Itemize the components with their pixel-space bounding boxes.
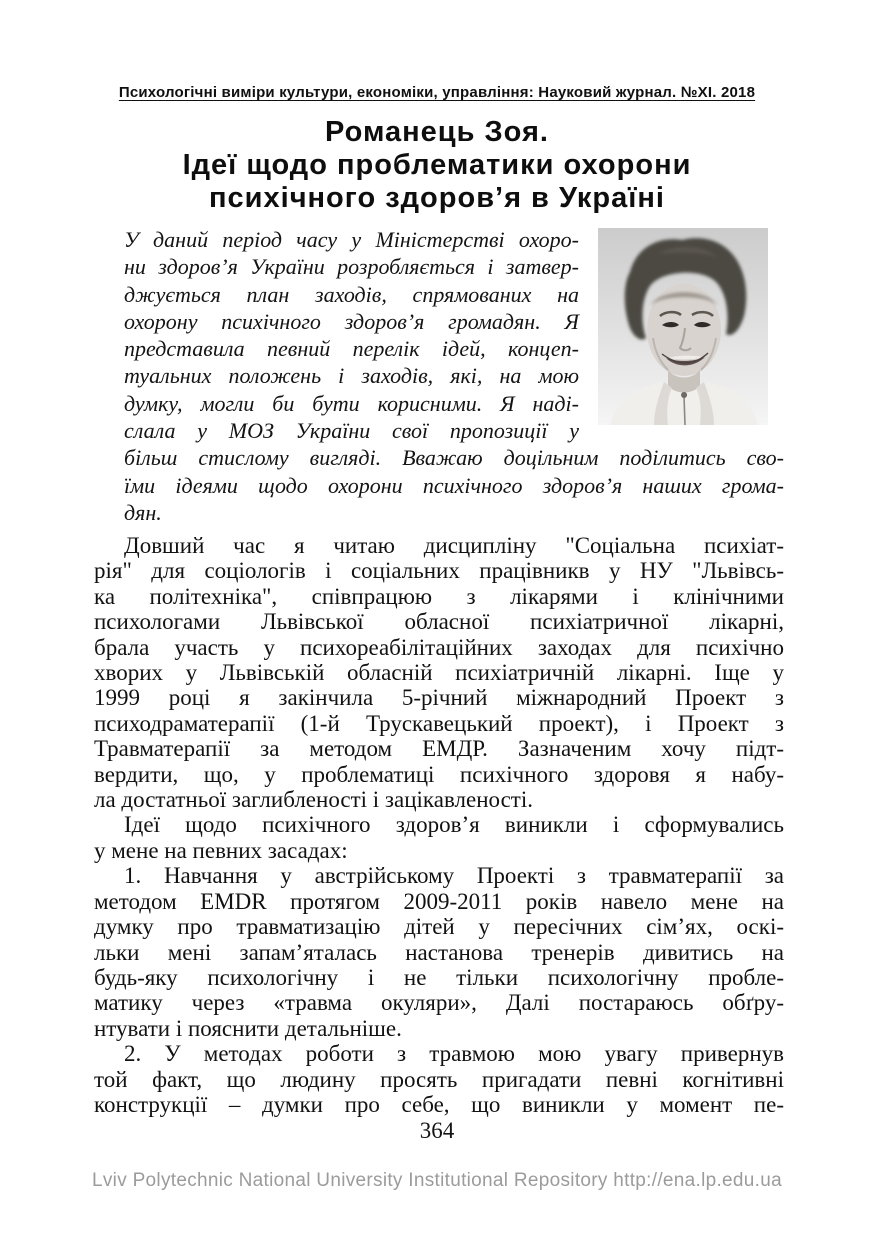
text-line: дян. [124,499,162,525]
paragraph [94,812,784,863]
text-line: Довший час я читаю дисципліну "Соціальна психіат- [124,533,784,558]
text-line: ка політехніка", співпрацюю з лікарями і клінічними [94,583,784,609]
article-title [44,116,830,215]
text-line: більш стислому вигляді. Вважаю доцільним поділитись сво- [124,445,784,471]
abstract [124,226,784,526]
text-line: методом EMDR протягом 2009-2011 років навело мене на [94,888,784,914]
paragraph [94,533,784,812]
title-line-2: психічного здоров’я в Україні [209,182,665,214]
text-line: хворих у Львівській обласній психіатричній лікарні. Іще у [94,660,784,686]
text-line: думку про травматизацію дітей у пересічних сім’ях, оскі- [94,914,784,940]
running-header [0,84,874,101]
text-line: психодраматерапії (1-й Трускавецький проект), і Проект з [94,710,784,736]
title-line-author: Романець Зоя. [325,116,549,148]
article-body [94,533,784,1117]
text-line: вердити, що, у проблематиці психічного здоровя я набу- [94,761,784,787]
text-line: Травматерапії за методом ЕМДР. Зазначеним хочу підт- [94,736,784,762]
page-number: 364 [419,1118,455,1143]
text-line: 1999 році я закінчила 5-річний міжнародний Проект з [94,685,784,711]
text-line: охорону психічного здоров’я громадян. Я [124,308,579,334]
text-line: конструкції – думки про себе, що виникли у момент пе- [94,1091,784,1117]
text-line: у мене на певних засадах: [94,837,348,863]
text-line: туальних положень і заходів, які, на мою [124,363,579,389]
text-line: будь-яку психологічну і не тільки психологічну пробле- [94,964,784,990]
text-line: слала у МОЗ України свої пропозиції у [124,418,579,444]
text-line: брала участь у психореабілітаційних заходах для психічно [94,634,784,660]
repository-footer: Lviv Polytechnic National University Institutional Repository http://ena.lp.edu.ua [92,1170,782,1191]
text-line: ла достатньої заглибленості і зацікавленості. [94,787,533,813]
journal-title: Психологічні виміри культури, економіки, управління: Науковий журнал. №ХІ. 2018 [118,84,756,101]
text-line: матику через «травма окуляри», Далі постараюсь обґру- [94,990,784,1016]
text-line: ни здоров’я України розробляється і затвер- [124,254,579,280]
text-line: 2. У методах роботи з травмою мою увагу привернув [124,1041,784,1067]
text-line: представила певний перелік ідей, концеп- [124,336,579,362]
text-line: У даний період часу у Міністерстві охоро- [124,227,579,252]
text-line: Ідеї щодо психічного здоров’я виникли і сформувались [124,812,784,838]
text-line: психологами Львівської обласної психіатричної лікарні, [94,609,784,635]
text-line: 1. Навчання у австрійському Проекті з травматерапії за [124,863,784,889]
paragraph [94,1041,784,1117]
text-line: джується план заходів, спрямованих на [124,281,579,307]
text-line: льки мені запам’яталась настанова тренерів дивитись на [94,939,784,965]
text-line: нтувати і пояснити детальніше. [94,1015,402,1041]
text-line: думку, могли би бути корисними. Я наді- [124,390,579,416]
text-line: їми ідеями щодо охорони психічного здоров’я наших грома- [124,472,784,498]
text-line: рія" для соціологів і соціальних працівникв у НУ "Львівсь- [94,558,784,584]
text-line: той факт, що людину просять пригадати певні когнітивні [94,1066,784,1092]
title-line-1: Ідеї щодо проблематики охорони [182,149,692,181]
paragraph [94,863,784,1041]
